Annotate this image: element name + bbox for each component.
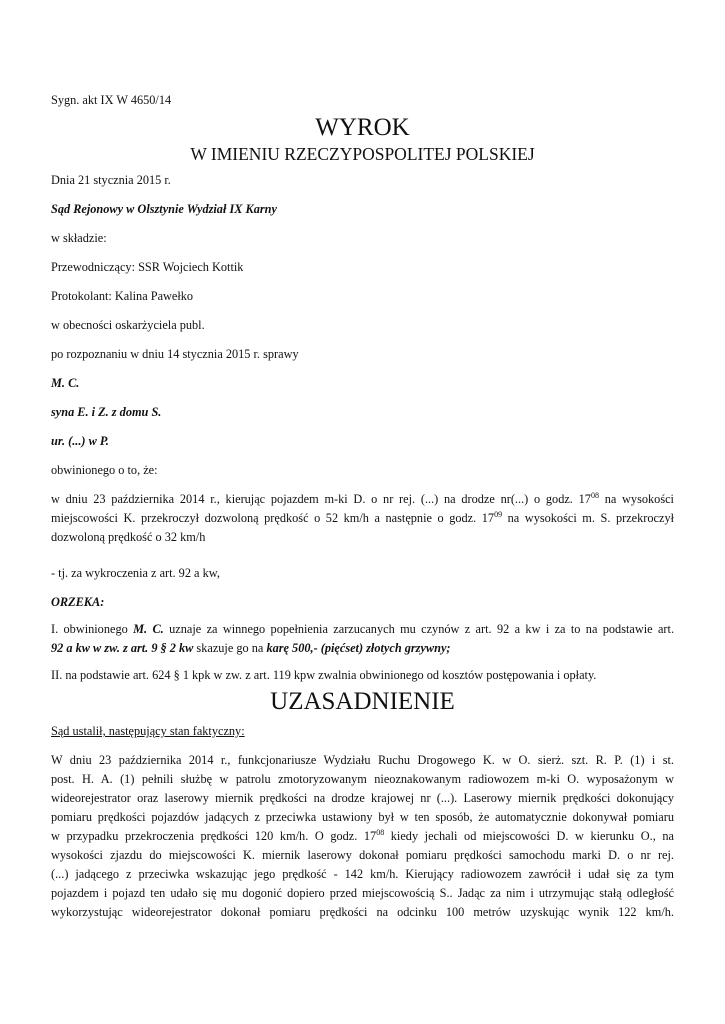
charge-line: miejscowości K. przekroczył dozwoloną prędkość o 52 km/h a następnie o godz. $17^{09}$ na wysokości m. S. przekroczył bbox=[51, 509, 675, 525]
facts-subheading: Sąd ustalił, następujący stan faktyczny: bbox=[51, 724, 245, 738]
court-clerk: Protokolant: Kalina Pawełko bbox=[51, 289, 194, 303]
judgment-date: Dnia 21 stycznia 2015 r. bbox=[51, 173, 171, 187]
case-number: Sygn. akt IX W 4650/14 bbox=[51, 93, 172, 107]
document-title: WYROK bbox=[315, 114, 410, 141]
ruling-point-1: I. obwinionego M. C. uznaje za winnego popełnienia zarzucanych mu czynów z art. 92 a kw i za to na podstawie art. 92 a kw w zw. z art. 9 § 2 kw skazuje go na karę 500,- (pięćset) złotych grzywny; bbox=[51, 622, 675, 655]
justification-line: pomiaru prędkości pojazdów jadących z przeciwka ustawiony był w ten sposób, że automatycznie dokonywał pomiaru bbox=[51, 810, 674, 824]
composition-label: w składzie: bbox=[51, 231, 107, 245]
justification-paragraph bbox=[51, 751, 674, 922]
defendant-birth: ur. (...) w P. bbox=[51, 434, 109, 448]
charge-paragraph bbox=[51, 490, 674, 547]
accused-of-label: obwinionego o to, że: bbox=[51, 463, 158, 477]
defendant-name: M. C. bbox=[51, 376, 80, 390]
charge-line: dozwoloną prędkość o 32 km/h bbox=[51, 530, 206, 544]
hearing-info: po rozpoznaniu w dniu 14 stycznia 2015 r. sprawy bbox=[51, 347, 299, 361]
charge-line: w dniu 23 października 2014 r., kierując pojazdem m-ki D. o nr rej. (...) na drodze nr(...) o godz. $17^{08}$ na wysokości bbox=[51, 490, 674, 506]
justification-title: UZASADNIENIE bbox=[270, 688, 455, 715]
court-name: Sąd Rejonowy w Olsztynie Wydział IX Karny bbox=[51, 202, 277, 216]
prosecutor-presence: w obecności oskarżyciela publ. bbox=[51, 318, 205, 332]
ruling-heading: ORZEKA: bbox=[51, 595, 105, 609]
ruling-point-2: II. na podstawie art. 624 § 1 kpk w zw. z art. 119 kpw zwalnia obwinionego od kosztów postępowania i opłaty. bbox=[51, 668, 597, 682]
justification-line: wykorzystując wideorejestrator dokonał pomiaru prędkości na odcinku 100 metrów uzyskując wynik 122 km/h. bbox=[51, 905, 674, 919]
legal-qualification: - tj. za wykroczenia z art. 92 a kw, bbox=[51, 566, 220, 580]
defendant-parents: syna E. i Z. z domu S. bbox=[51, 405, 162, 419]
justification-line: wysokości zjazdu do miejscowości K. miernik laserowy dokonał pomiaru prędkości samochodu marki D. o nr rej. bbox=[51, 848, 674, 862]
presiding-judge: Przewodniczący: SSR Wojciech Kottik bbox=[51, 260, 244, 274]
justification-line: (...) jadącego z przeciwka wskazując jego prędkość - 142 km/h. Kierujący radiowozem zawrócił i udał się za tym bbox=[51, 867, 674, 881]
justification-line: wideorejestrator oraz laserowy miernik prędkości na drodze krajowej nr (...). Laserowy miernik prędkości dokonujący bbox=[51, 791, 674, 805]
justification-line: post. H. A. (1) pełnili służbę w patrolu zmotoryzowanym nieoznakowanym radiowozem m-ki O. wyposażonym w bbox=[51, 772, 674, 786]
document-subtitle: W IMIENIU RZECZYPOSPOLITEJ POLSKIEJ bbox=[190, 144, 535, 164]
justification-line: W dniu 23 października 2014 r., funkcjonariusze Wydziału Ruchu Drogowego K. w O. sierż. szt. R. P. (1) i st. bbox=[51, 753, 674, 767]
justification-line: w przypadku przekroczenia prędkości 120 km/h. O godz. $17^{08}$ kiedy jechali od miejscowości D. w kierunku O., na bbox=[51, 827, 674, 843]
justification-line: pojazdem i pojazd ten udało się mu dogonić dopiero przed miejscowością S.. Jadąc za nim i utrzymując stałą odległość bbox=[51, 886, 674, 900]
